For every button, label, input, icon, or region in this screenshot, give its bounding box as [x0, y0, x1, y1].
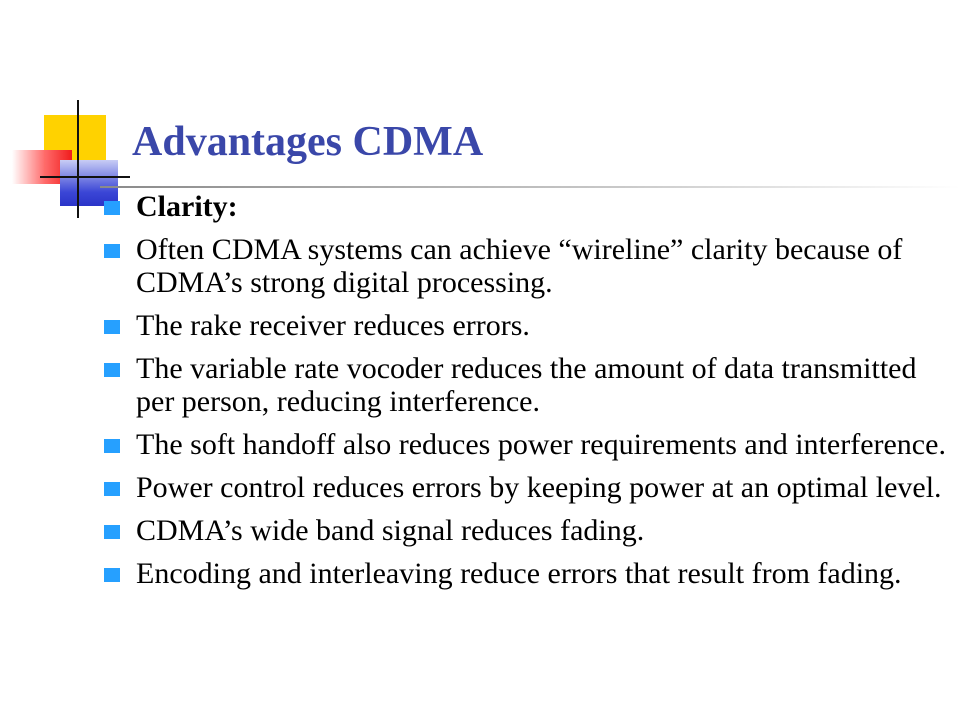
bullet-item [102, 352, 952, 418]
bullet-text: CDMA’s wide band signal reduces fading. [136, 514, 645, 547]
bullet-text: Often CDMA systems can achieve “wireline” clarity because of CDMA’s strong digital processing. [136, 233, 903, 299]
square-bullet-icon [104, 244, 120, 258]
bullet-text: The variable rate vocoder reduces the amount of data transmitted per person, reducing interference. [136, 352, 917, 418]
bullet-text: Encoding and interleaving reduce errors that result from fading. [136, 557, 902, 590]
square-bullet-icon [104, 201, 120, 215]
bullet-item [102, 428, 952, 461]
decorative-horizontal-line [40, 176, 130, 178]
title-underline [100, 186, 960, 188]
square-bullet-icon [104, 525, 120, 539]
bullet-item [102, 190, 952, 223]
bullet-text: The rake receiver reduces errors. [136, 309, 530, 342]
square-bullet-icon [104, 482, 120, 496]
bullet-text: Clarity: [136, 190, 238, 223]
bullet-item [102, 514, 952, 547]
square-bullet-icon [104, 439, 120, 453]
square-bullet-icon [104, 568, 120, 582]
bullet-item [102, 233, 952, 299]
bullet-item [102, 471, 952, 504]
bullet-item [102, 557, 952, 590]
bullet-list [102, 190, 952, 600]
square-bullet-icon [104, 320, 120, 334]
square-bullet-icon [104, 363, 120, 377]
bullet-text: The soft handoff also reduces power requirements and interference. [136, 428, 946, 461]
bullet-item [102, 309, 952, 342]
bullet-text: Power control reduces errors by keeping power at an optimal level. [136, 471, 942, 504]
decorative-vertical-line [77, 100, 79, 218]
slide-title: Advantages CDMA [132, 119, 484, 165]
